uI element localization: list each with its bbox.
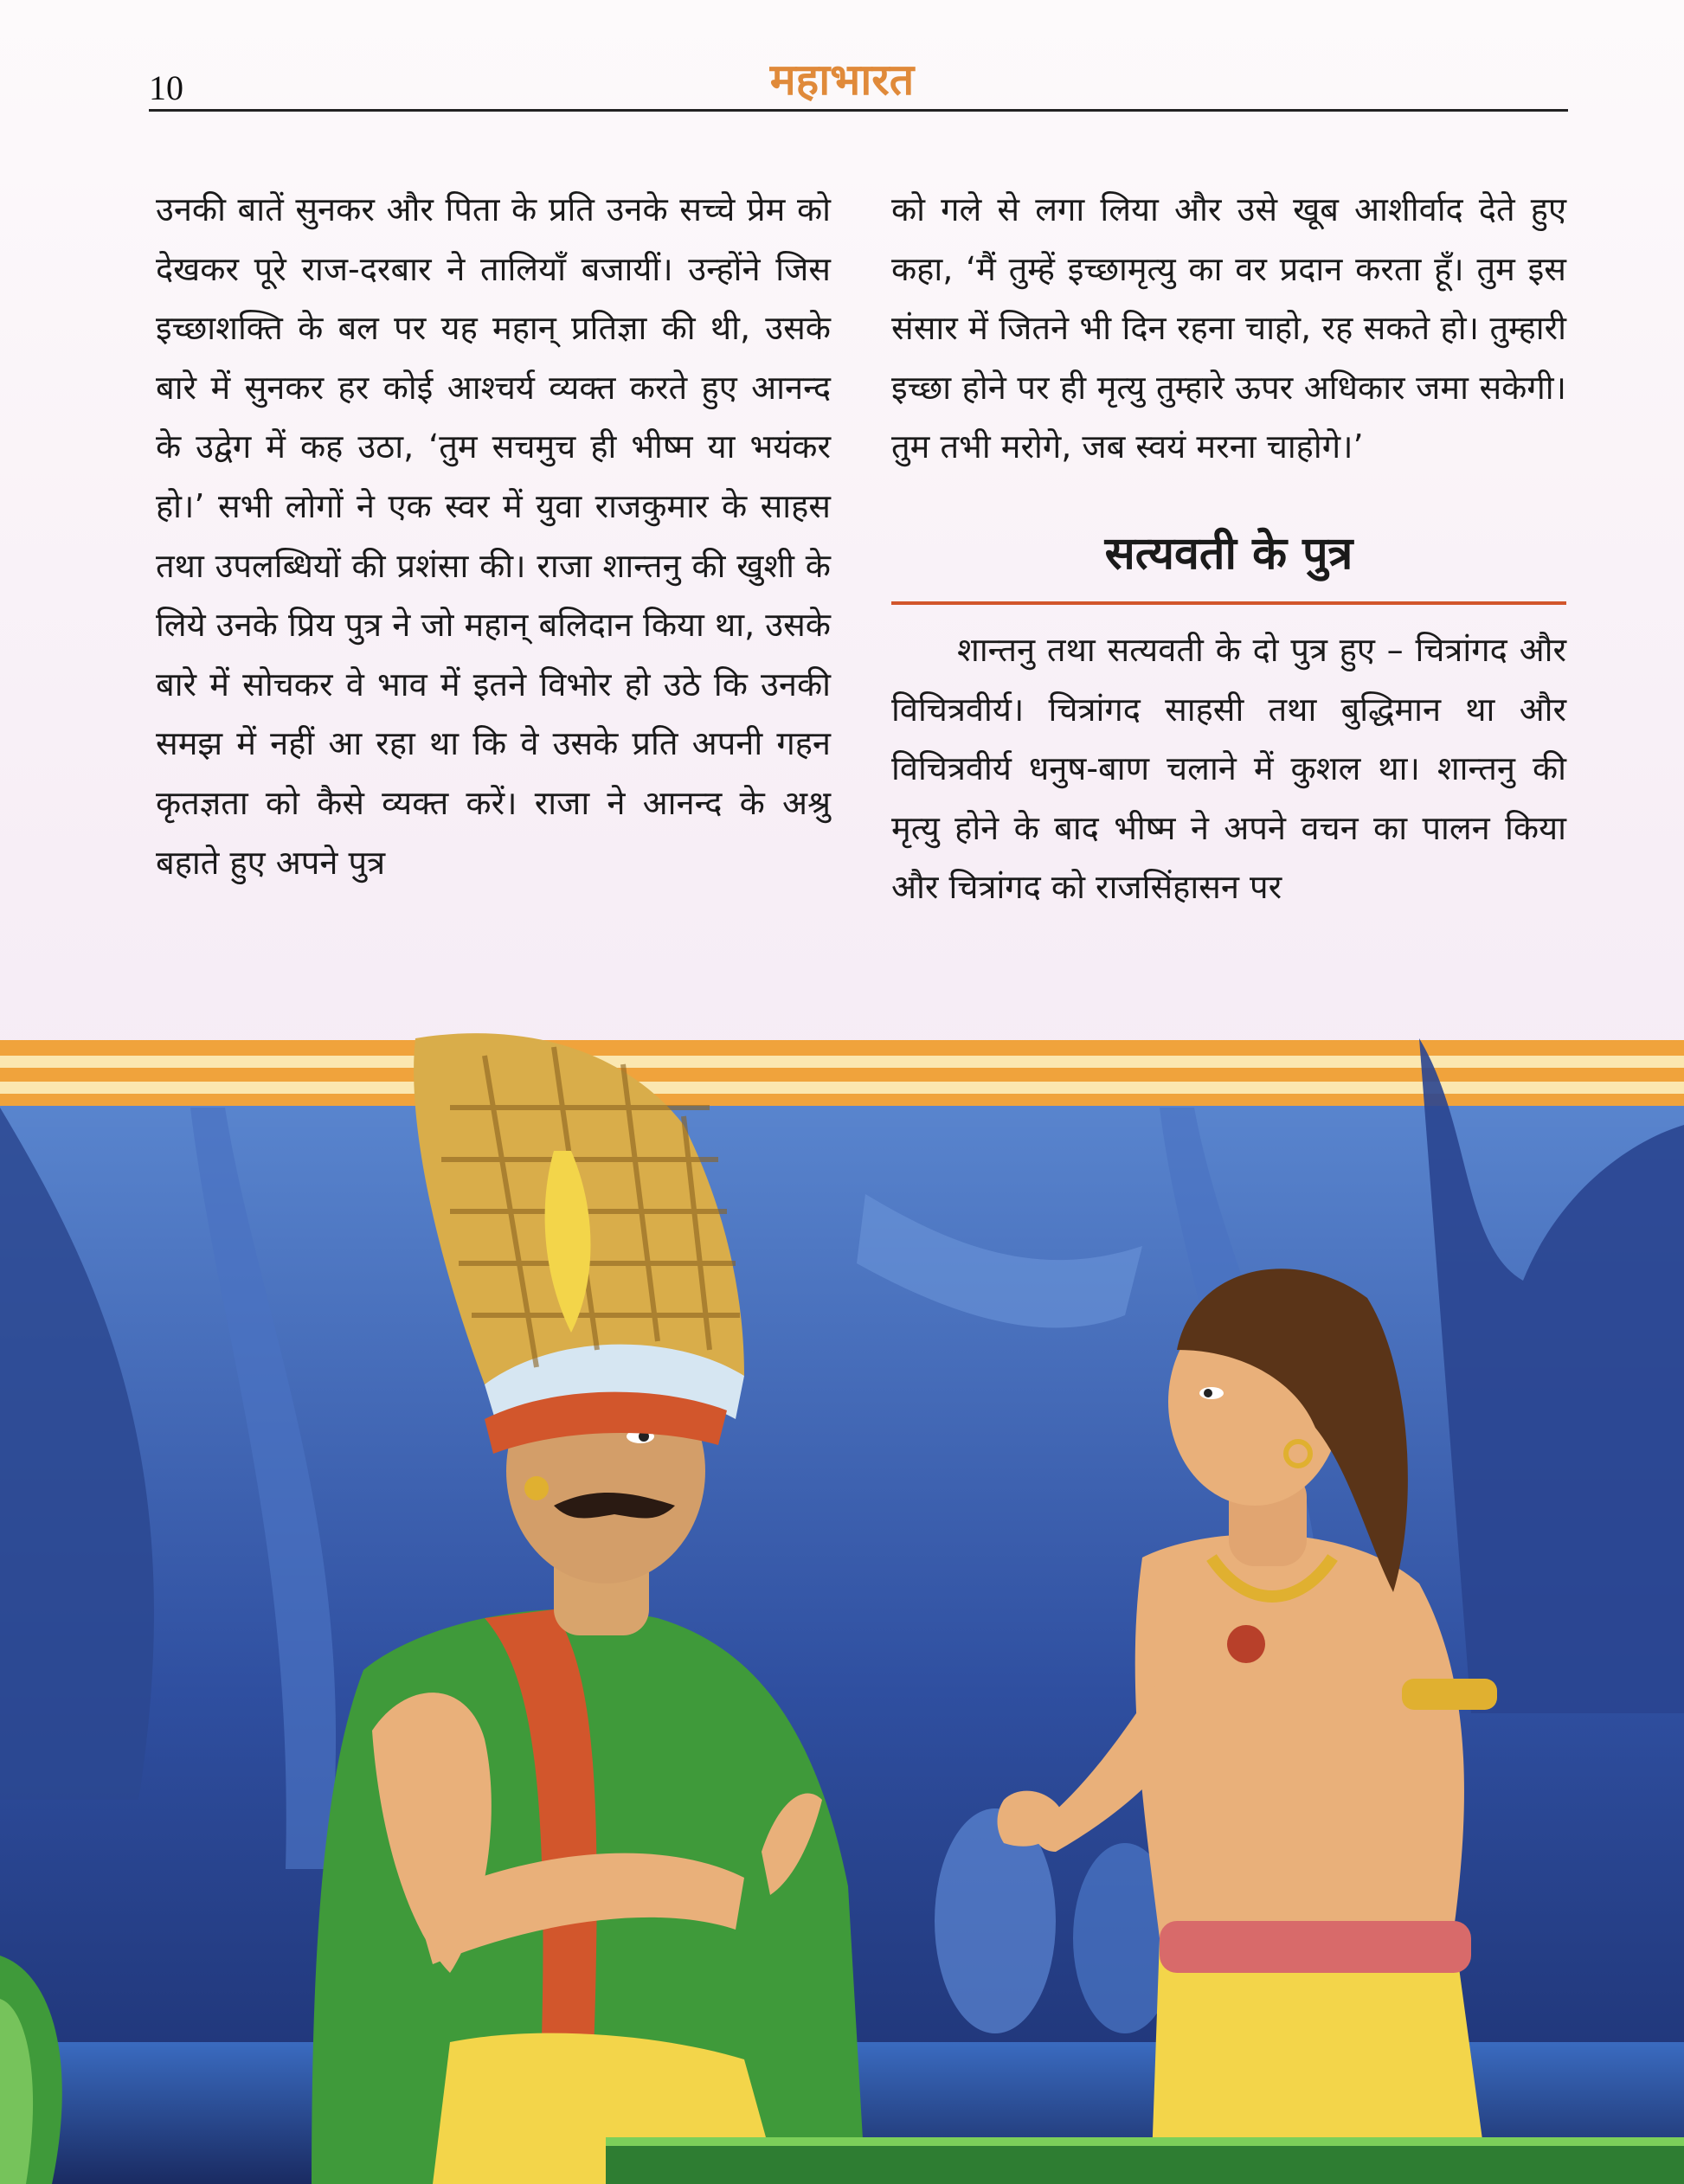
right-column bbox=[891, 180, 1566, 917]
body-paragraph-continued: को गले से लगा लिया और उसे खूब आशीर्वाद देते हुए कहा, ‘मैं तुम्हें इच्छामृत्यु का वर प्रदान करता हूँ। तुम इस संसार में जितने भी दिन रहना चाहो, रह सकते हो। तुम्हारी इच्छा होने पर ही मृत्यु तुम्हारे ऊपर अधिकार जमा सकेगी। तुम तभी मरोगे, जब स्वयं मरना चाहोगे।’ bbox=[891, 190, 1566, 466]
left-column bbox=[156, 180, 831, 892]
section-paragraph: शान्तनु तथा सत्यवती के दो पुत्र हुए – चित्रांगद और विचित्रवीर्य। चित्रांगद साहसी तथा बुद्धिमान था और विचित्रवीर्य धनुष-बाण चलाने में कुशल था। शान्तनु की मृत्यु होने के बाद भीष्म ने अपने वचन का पालन किया और चित्रांगद को राजसिंहासन पर bbox=[891, 630, 1566, 907]
section-heading-rule bbox=[891, 601, 1566, 605]
left-figure-earring bbox=[524, 1476, 549, 1500]
bottom-railing-highlight bbox=[606, 2137, 1684, 2146]
body-paragraph: उनकी बातें सुनकर और पिता के प्रति उनके सच्चे प्रेम को देखकर पूरे राज-दरबार ने तालियाँ बजायीं। उन्होंने जिस इच्छाशक्ति के बल पर यह महान् प्रतिज्ञा की थी, उसके बारे में सुनकर हर कोई आश्चर्य व्यक्त करते हुए आनन्द के उद्वेग में कह उठा, ‘तुम सचमुच ही भीष्म या भयंकर हो।’ सभी लोगों ने एक स्वर में युवा राजकुमार के साहस तथा उपलब्धियों की प्रशंसा की। राजा शान्तनु की खुशी के लिये उनके प्रिय पुत्र ने जो महान् बलिदान किया था, उसके बारे में सोचकर वे भाव में इतने विभोर हो उठे कि उनकी समझ में नहीं आ रहा था कि वे उसके प्रति अपनी गहन कृतज्ञता को कैसे व्यक्त करें। राजा ने आनन्द के अश्रु बहाते हुए अपने पुत्र bbox=[156, 190, 831, 882]
right-figure-pupil bbox=[1204, 1389, 1212, 1397]
running-title: महाभारत bbox=[769, 55, 915, 105]
illustration-stripe bbox=[0, 1040, 1684, 1056]
page-number: 10 bbox=[149, 68, 183, 107]
right-figure-sash bbox=[1160, 1921, 1471, 1973]
right-figure-armband bbox=[1402, 1679, 1497, 1710]
section-heading: सत्यवती के पुत्र bbox=[1104, 527, 1353, 580]
illustration-bhishma-and-son bbox=[0, 1021, 1684, 2184]
right-figure-pendant bbox=[1227, 1625, 1265, 1663]
header-rule bbox=[149, 109, 1568, 112]
